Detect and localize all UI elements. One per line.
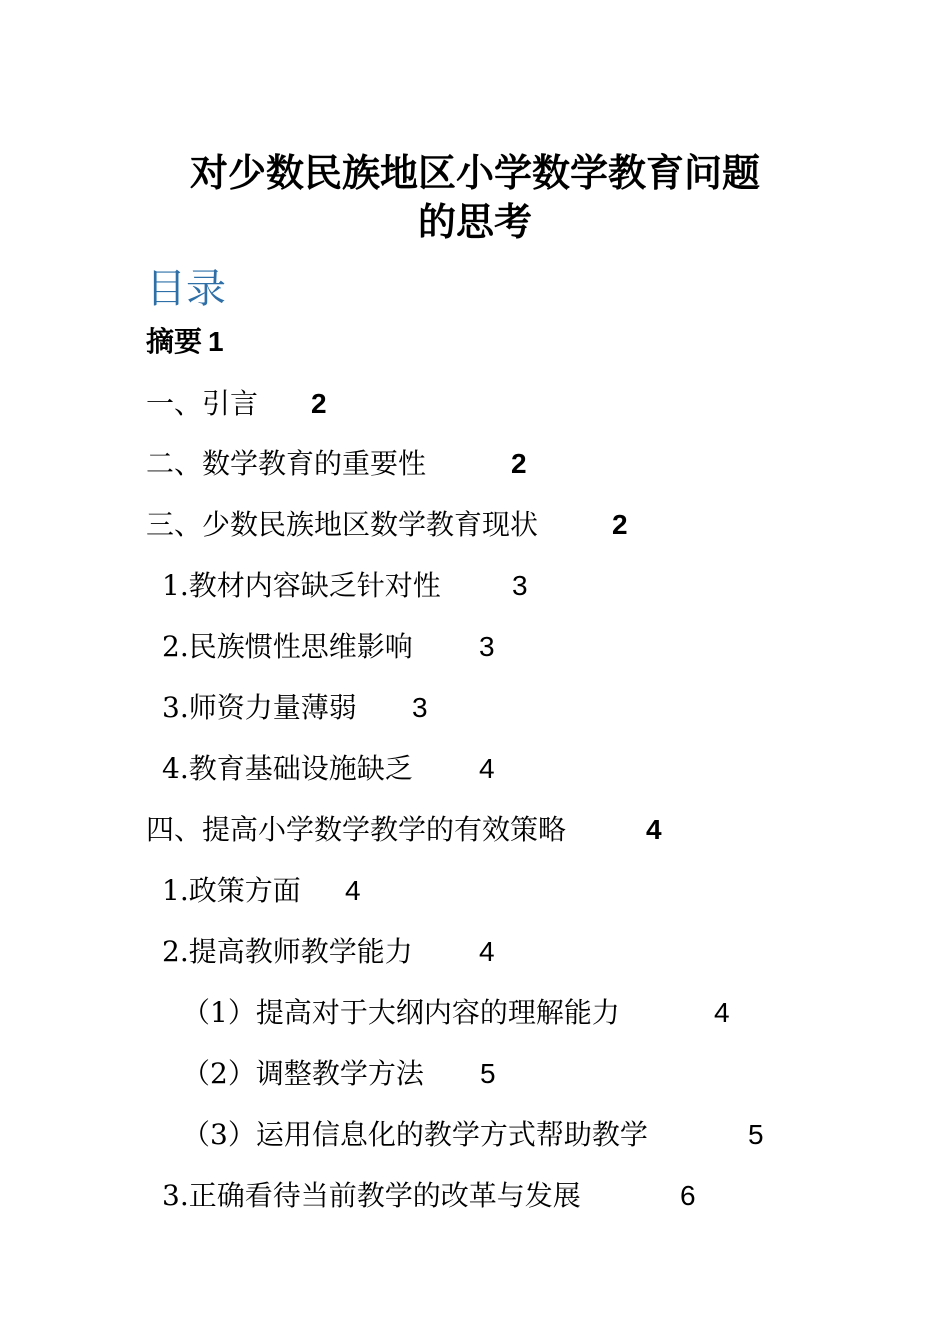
toc-entry-text: 二、数学教育的重要性 bbox=[146, 447, 427, 480]
toc-entry-page: 3 bbox=[512, 570, 528, 601]
toc-heading: 目录 bbox=[146, 266, 226, 312]
toc-entry-page: 4 bbox=[345, 875, 361, 906]
toc-entry-text: 1.教材内容缺乏针对性 bbox=[162, 569, 441, 602]
toc-entry-page: 2 bbox=[311, 388, 327, 419]
toc-entry-text: 一、引言 bbox=[146, 387, 259, 420]
toc-entry-text: 1.政策方面 bbox=[162, 874, 301, 907]
toc-entry-text: 3.正确看待当前教学的改革与发展 bbox=[162, 1179, 581, 1212]
toc-entry-text: （3）运用信息化的教学方式帮助教学 bbox=[182, 1118, 648, 1151]
toc-entry-text: 2.民族惯性思维影响 bbox=[162, 630, 413, 663]
toc-entry-page: 6 bbox=[680, 1180, 696, 1211]
toc-entry-page: 5 bbox=[748, 1119, 764, 1150]
toc-entry-page: 3 bbox=[479, 631, 495, 662]
toc-entry-text: 3.师资力量薄弱 bbox=[162, 691, 357, 724]
toc-entry-text: 四、提高小学数学教学的有效策略 bbox=[146, 813, 567, 846]
toc-entry-page: 4 bbox=[479, 936, 495, 967]
toc-entry-text: 摘要 bbox=[146, 325, 203, 358]
toc-entry-text: （1）提高对于大纲内容的理解能力 bbox=[182, 996, 620, 1029]
document-title-line-1: 对少数民族地区小学数学教育问题 bbox=[189, 150, 760, 195]
toc-entry-page: 2 bbox=[612, 509, 628, 540]
toc-entry-page: 2 bbox=[511, 448, 527, 479]
toc-entry-page: 4 bbox=[714, 997, 730, 1028]
toc-entry-page: 4 bbox=[646, 814, 662, 845]
document-title-line-2: 的思考 bbox=[417, 199, 532, 244]
toc-entry-text: 2.提高教师教学能力 bbox=[162, 935, 413, 968]
toc-entry-text: 三、少数民族地区数学教育现状 bbox=[146, 508, 539, 541]
toc-entry-page: 5 bbox=[480, 1058, 496, 1089]
toc-entry-page: 1 bbox=[208, 326, 224, 357]
toc-entry-page: 4 bbox=[479, 753, 495, 784]
toc-entry-page: 3 bbox=[412, 692, 428, 723]
toc-entry-text: 4.教育基础设施缺乏 bbox=[162, 752, 413, 785]
toc-entry-text: （2）调整教学方法 bbox=[182, 1057, 424, 1090]
